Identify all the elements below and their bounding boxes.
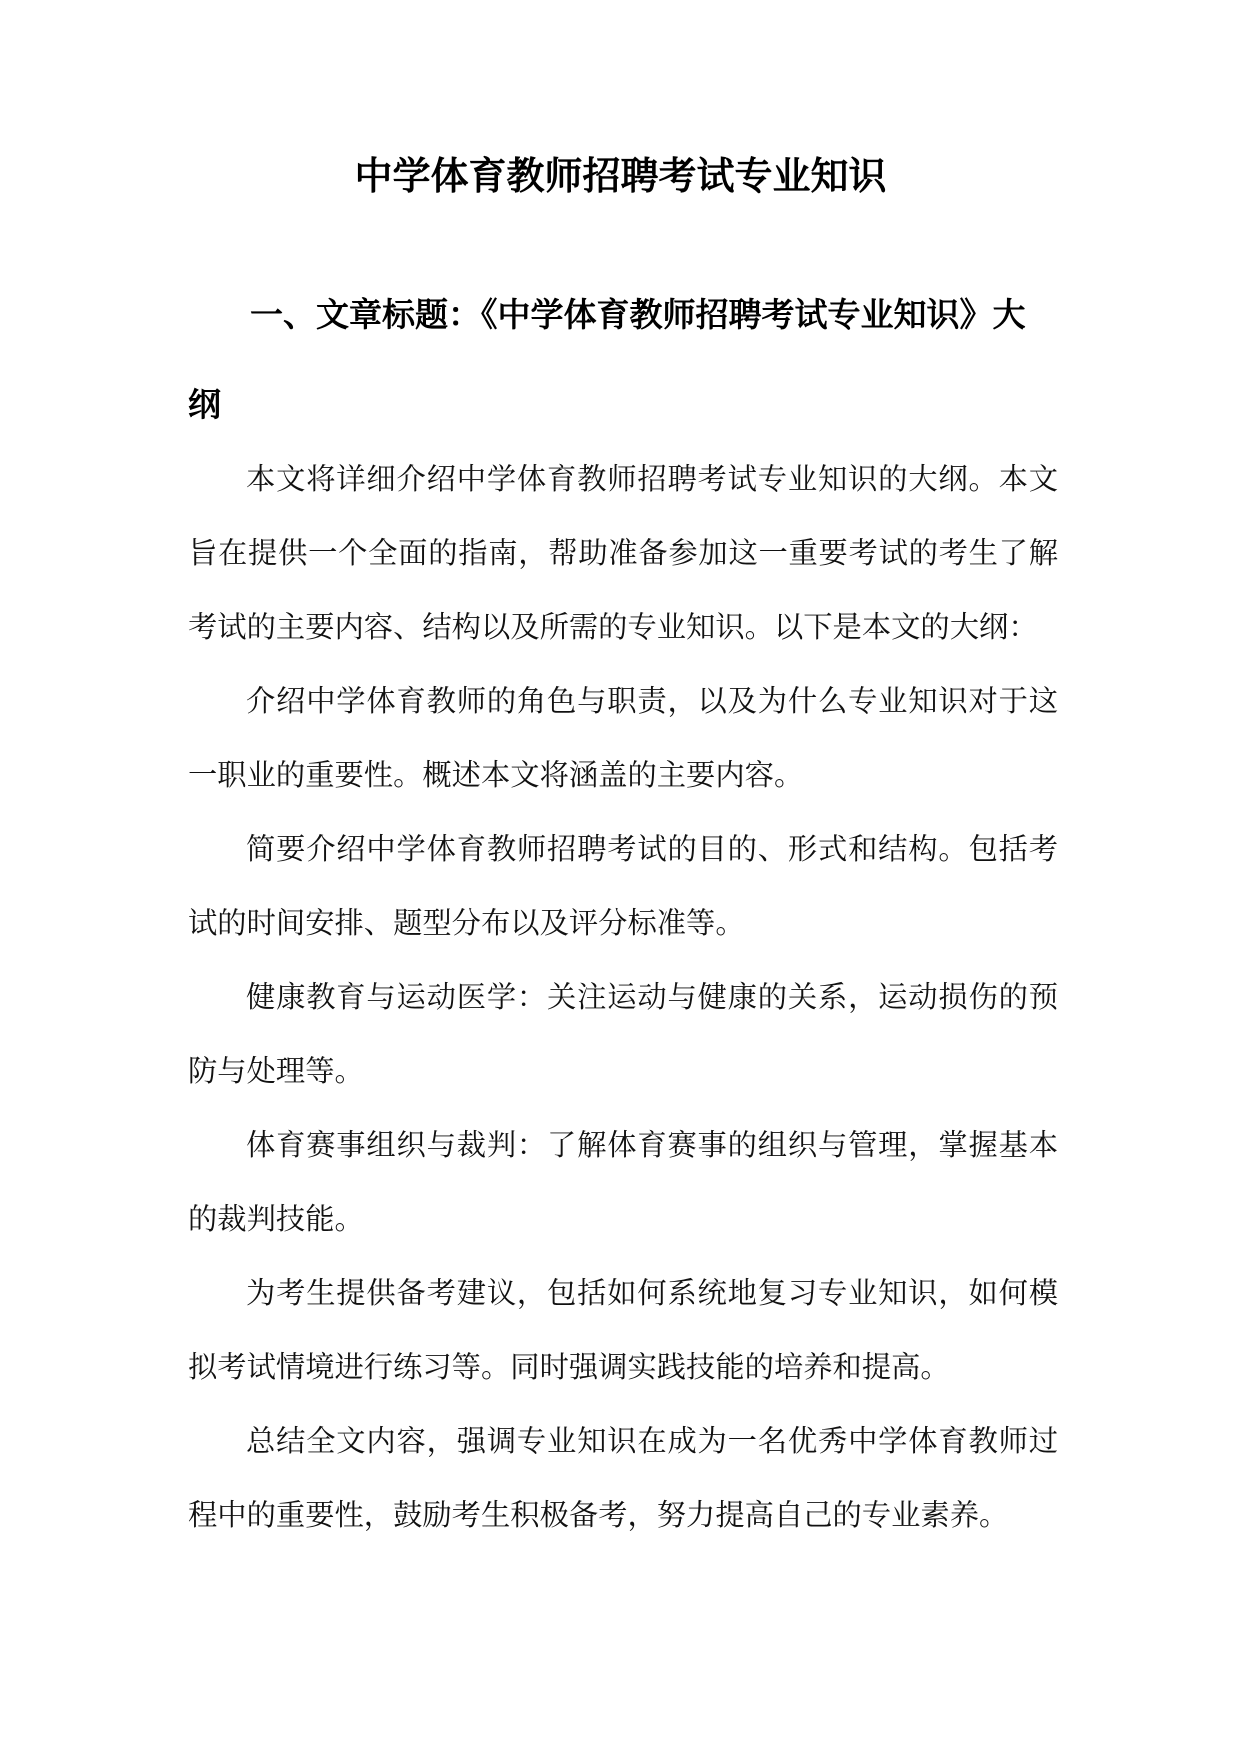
paragraph-exam-overview: 简要介绍中学体育教师招聘考试的目的、形式和结构。包括考试的时间安排、题型分布以及评分标准等。 [188,832,1058,940]
document-body [188,442,1058,1552]
paragraph-role: 介绍中学体育教师的角色与职责，以及为什么专业知识对于这一职业的重要性。概述本文将涵盖的主要内容。 [188,684,1058,792]
paragraph-conclusion: 总结全文内容，强调专业知识在成为一名优秀中学体育教师过程中的重要性，鼓励考生积极备考，努力提高自己的专业素养。 [188,1424,1058,1532]
paragraph-sports-events: 体育赛事组织与裁判：了解体育赛事的组织与管理，掌握基本的裁判技能。 [188,1128,1058,1236]
paragraph-health-education: 健康教育与运动医学：关注运动与健康的关系，运动损伤的预防与处理等。 [188,980,1058,1088]
section-heading: 一、文章标题：《中学体育教师招聘考试专业知识》大纲 [188,295,1026,424]
paragraph-intro: 本文将详细介绍中学体育教师招聘考试专业知识的大纲。本文旨在提供一个全面的指南，帮助准备参加这一重要考试的考生了解考试的主要内容、结构以及所需的专业知识。以下是本文的大纲： [188,462,1058,644]
document-title: 中学体育教师招聘考试专业知识 [354,153,887,198]
paragraph-preparation-advice: 为考生提供备考建议，包括如何系统地复习专业知识，如何模拟考试情境进行练习等。同时强调实践技能的培养和提高。 [188,1276,1058,1384]
